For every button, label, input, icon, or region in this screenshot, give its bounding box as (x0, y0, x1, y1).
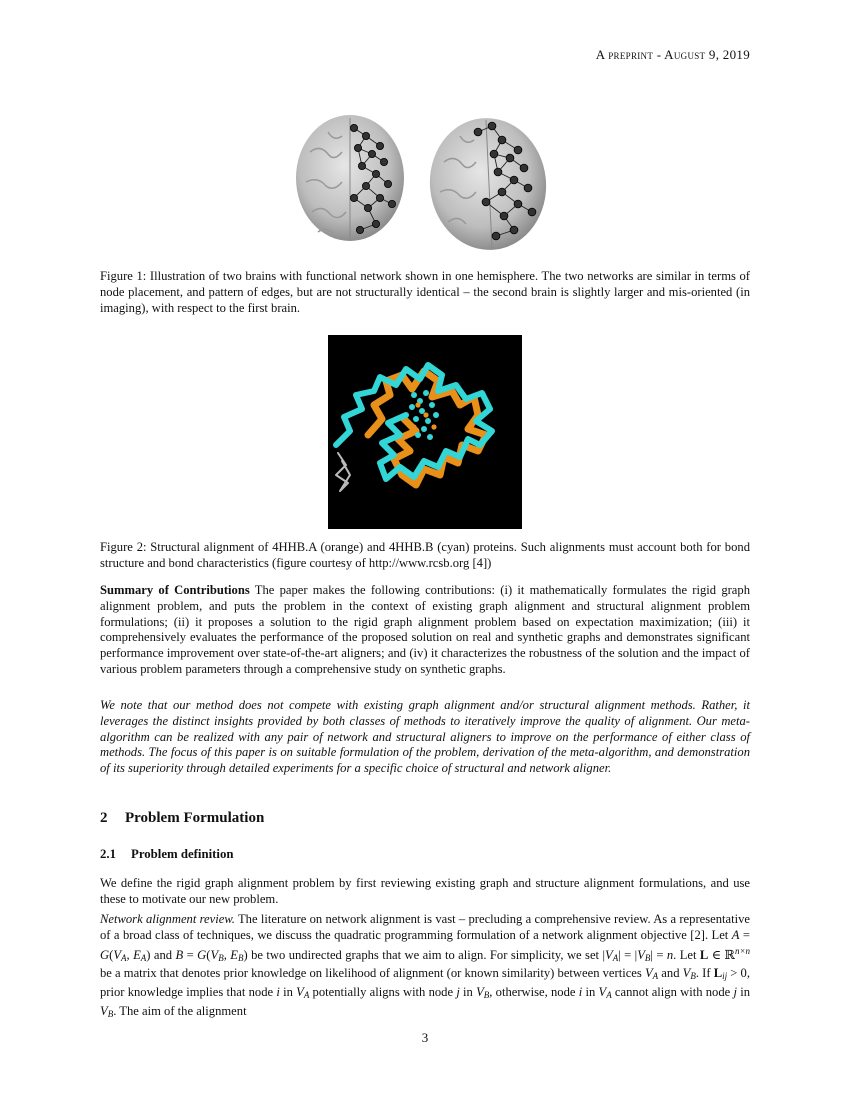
math-graph-a: A (731, 927, 740, 942)
definition-paragraph: We define the rigid graph alignment problem by first reviewing existing graph and structure alignment formulations, and use these to motivate our new problem. (100, 876, 750, 906)
note-paragraph: We note that our method does not compete with existing graph alignment and/or structural alignment methods. Rather, it leverages the distinct insights provided by both classes of methods to iteratively improve the quality of alignment. Our meta-algorithm can be realized with any pair of network and structural aligners to improve on the performance of either class of methods. The focus of this paper is on suitable formulation of the problem, derivation of the meta-algorithm, and demonstration of its superiority through detailed experiments for a specific choice of structural and network aligner. (100, 698, 750, 776)
section-number: 2 (100, 810, 108, 826)
figure-1-caption: Figure 1: Illustration of two brains with functional network shown in one hemisphere. The two networks are similar in terms of node placement, and pattern of edges, but are not structurally identical – the second brain is slightly larger and mis-oriented (in imaging), with respect to the first brain. (100, 269, 750, 316)
review-label: Network alignment review. (100, 912, 235, 926)
summary-paragraph (100, 583, 750, 678)
section-title: Problem Formulation (125, 810, 265, 826)
subsection-title: Problem definition (131, 847, 234, 861)
running-header: A preprint - August 9, 2019 (595, 47, 750, 62)
figure-2-protein-image (328, 335, 522, 529)
subsection-heading (100, 847, 234, 862)
subsection-number: 2.1 (100, 847, 116, 861)
page-number: 3 (421, 1030, 429, 1045)
section-heading (100, 810, 264, 827)
figure-1-brains-image (288, 112, 560, 260)
summary-text: The paper makes the following contributions: (i) it mathematically formulates the rigid graph alignment problem, and puts the problem in the context of existing graph alignment and structural alignment problem formulations; (ii) it proposes a solution to the rigid graph alignment problem based on expectation maximization; (iii) it comprehensively evaluates the performance of the proposed solution on real and synthetic graphs and demonstrates significant performance improvement over state-of-the-art aligners; and (iv) it characterizes the robustness of the solution and the impact of various problem parameters through a comprehensive study on synthetic graphs. (100, 583, 750, 676)
brain-left (296, 115, 404, 241)
review-paragraph: Network alignment review. The literature on network alignment is vast – precluding a comprehensive review. As a representative of a broad class of techniques, we discuss the quadratic programming formulation of a network alignment objective [2]. Let $A = G(V_A$, $E_A$) and $B = G(V_B$, $E_B$) be two undirected graphs that we aim to align. For simplicity, we set $|V_A| = |V_B| = n$. Let L ∈ ℝ$^{n\times n}$ be a matrix that denotes prior knowledge on likelihood of alignment (or known similarity) between vertices $V_A$ and $V_B$. If $L_{ij} > 0$, prior knowledge implies that node i in $V_A$ potentially aligns with node j in $V_B$, otherwise, node i in $V_A$ cannot align with node j in $V_B$. The aim of the alignment (100, 912, 751, 1019)
math-graph-b: B (175, 947, 184, 962)
figure-2-caption: Figure 2: Structural alignment of 4HHB.A (orange) and 4HHB.B (cyan) proteins. Such alignments must account both for bond structure and bond characteristics (figure courtesy of http://www.rcsb.org [4]) (100, 540, 750, 571)
summary-label: Summary of Contributions (100, 583, 250, 597)
brain-right (423, 112, 552, 255)
